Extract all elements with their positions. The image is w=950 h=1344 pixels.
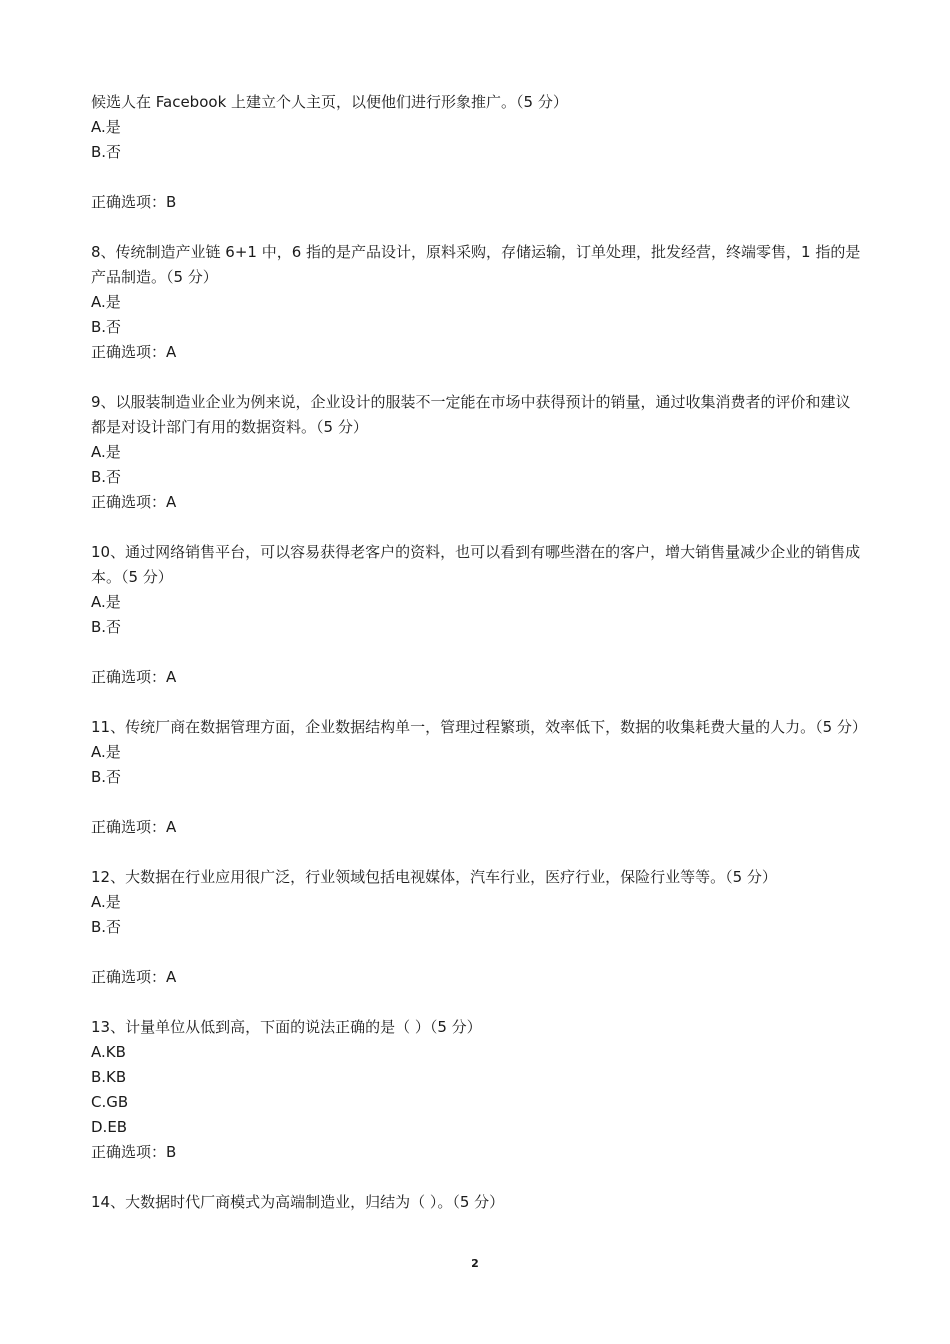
correct-answer: 正确选项：B — [91, 1143, 177, 1161]
question-text: 候选人在 Facebook 上建立个人主页，以便他们进行形象推广。（5 分） — [91, 93, 568, 111]
question-text: 9、以服装制造业企业为例来说，企业设计的服装不一定能在市场中获得预计的销量，通过收集消费者的评价和建议都是对设计部门有用的数据资料。（5 分） — [91, 393, 851, 436]
question-block — [91, 240, 863, 365]
answer-option: B.否 — [91, 468, 122, 486]
question-text: 12、大数据在行业应用很广泛，行业领域包括电视媒体，汽车行业，医疗行业，保险行业等等。（5 分） — [91, 868, 777, 886]
question-block — [91, 390, 863, 515]
question-block — [91, 1190, 863, 1215]
answer-option: B.否 — [91, 918, 122, 936]
answer-option: A.是 — [91, 893, 121, 911]
question-block — [91, 90, 863, 215]
answer-option: D.EB — [91, 1118, 128, 1136]
question-text: 11、传统厂商在数据管理方面，企业数据结构单一，管理过程繁琐，效率低下，数据的收集耗费大量的人力。（5 分） — [91, 718, 867, 736]
question-block — [91, 540, 863, 690]
page-number: 2 — [471, 1257, 479, 1270]
blank-line — [91, 215, 863, 240]
correct-answer: 正确选项：A — [91, 343, 177, 361]
blank-line — [91, 790, 863, 815]
answer-option: A.KB — [91, 1043, 126, 1061]
question-text: 14、大数据时代厂商模式为高端制造业，归结为（ ）。（5 分） — [91, 1193, 505, 1211]
blank-line — [91, 1165, 863, 1190]
question-text: 10、通过网络销售平台，可以容易获得老客户的资料，也可以看到有哪些潜在的客户，增大销售量减少企业的销售成本。（5 分） — [91, 543, 861, 586]
blank-line — [91, 165, 863, 190]
correct-answer: 正确选项：A — [91, 668, 177, 686]
blank-line — [91, 990, 863, 1015]
blank-line — [91, 840, 863, 865]
answer-option: B.否 — [91, 618, 122, 636]
question-block — [91, 1015, 863, 1165]
blank-line — [91, 940, 863, 965]
blank-line — [91, 515, 863, 540]
answer-option: A.是 — [91, 443, 121, 461]
answer-option: C.GB — [91, 1093, 129, 1111]
blank-line — [91, 690, 863, 715]
question-block — [91, 865, 863, 990]
correct-answer: 正确选项：A — [91, 968, 177, 986]
question-block — [91, 715, 867, 840]
correct-answer: 正确选项：A — [91, 818, 177, 836]
question-list — [91, 90, 867, 1215]
question-text: 8、传统制造产业链 6+1 中，6 指的是产品设计，原料采购，存储运输，订单处理，批发经营，终端零售，1 指的是产品制造。（5 分） — [91, 243, 861, 286]
answer-option: A.是 — [91, 743, 121, 761]
answer-option: B.否 — [91, 318, 122, 336]
correct-answer: 正确选项：B — [91, 193, 177, 211]
answer-option: A.是 — [91, 118, 121, 136]
blank-line — [91, 640, 863, 665]
answer-option: B.否 — [91, 143, 122, 161]
answer-option: A.是 — [91, 593, 121, 611]
blank-line — [91, 365, 863, 390]
question-text: 13、计量单位从低到高，下面的说法正确的是（ ）（5 分） — [91, 1018, 482, 1036]
answer-option: B.否 — [91, 768, 122, 786]
answer-option: A.是 — [91, 293, 121, 311]
answer-option: B.KB — [91, 1068, 127, 1086]
correct-answer: 正确选项：A — [91, 493, 177, 511]
